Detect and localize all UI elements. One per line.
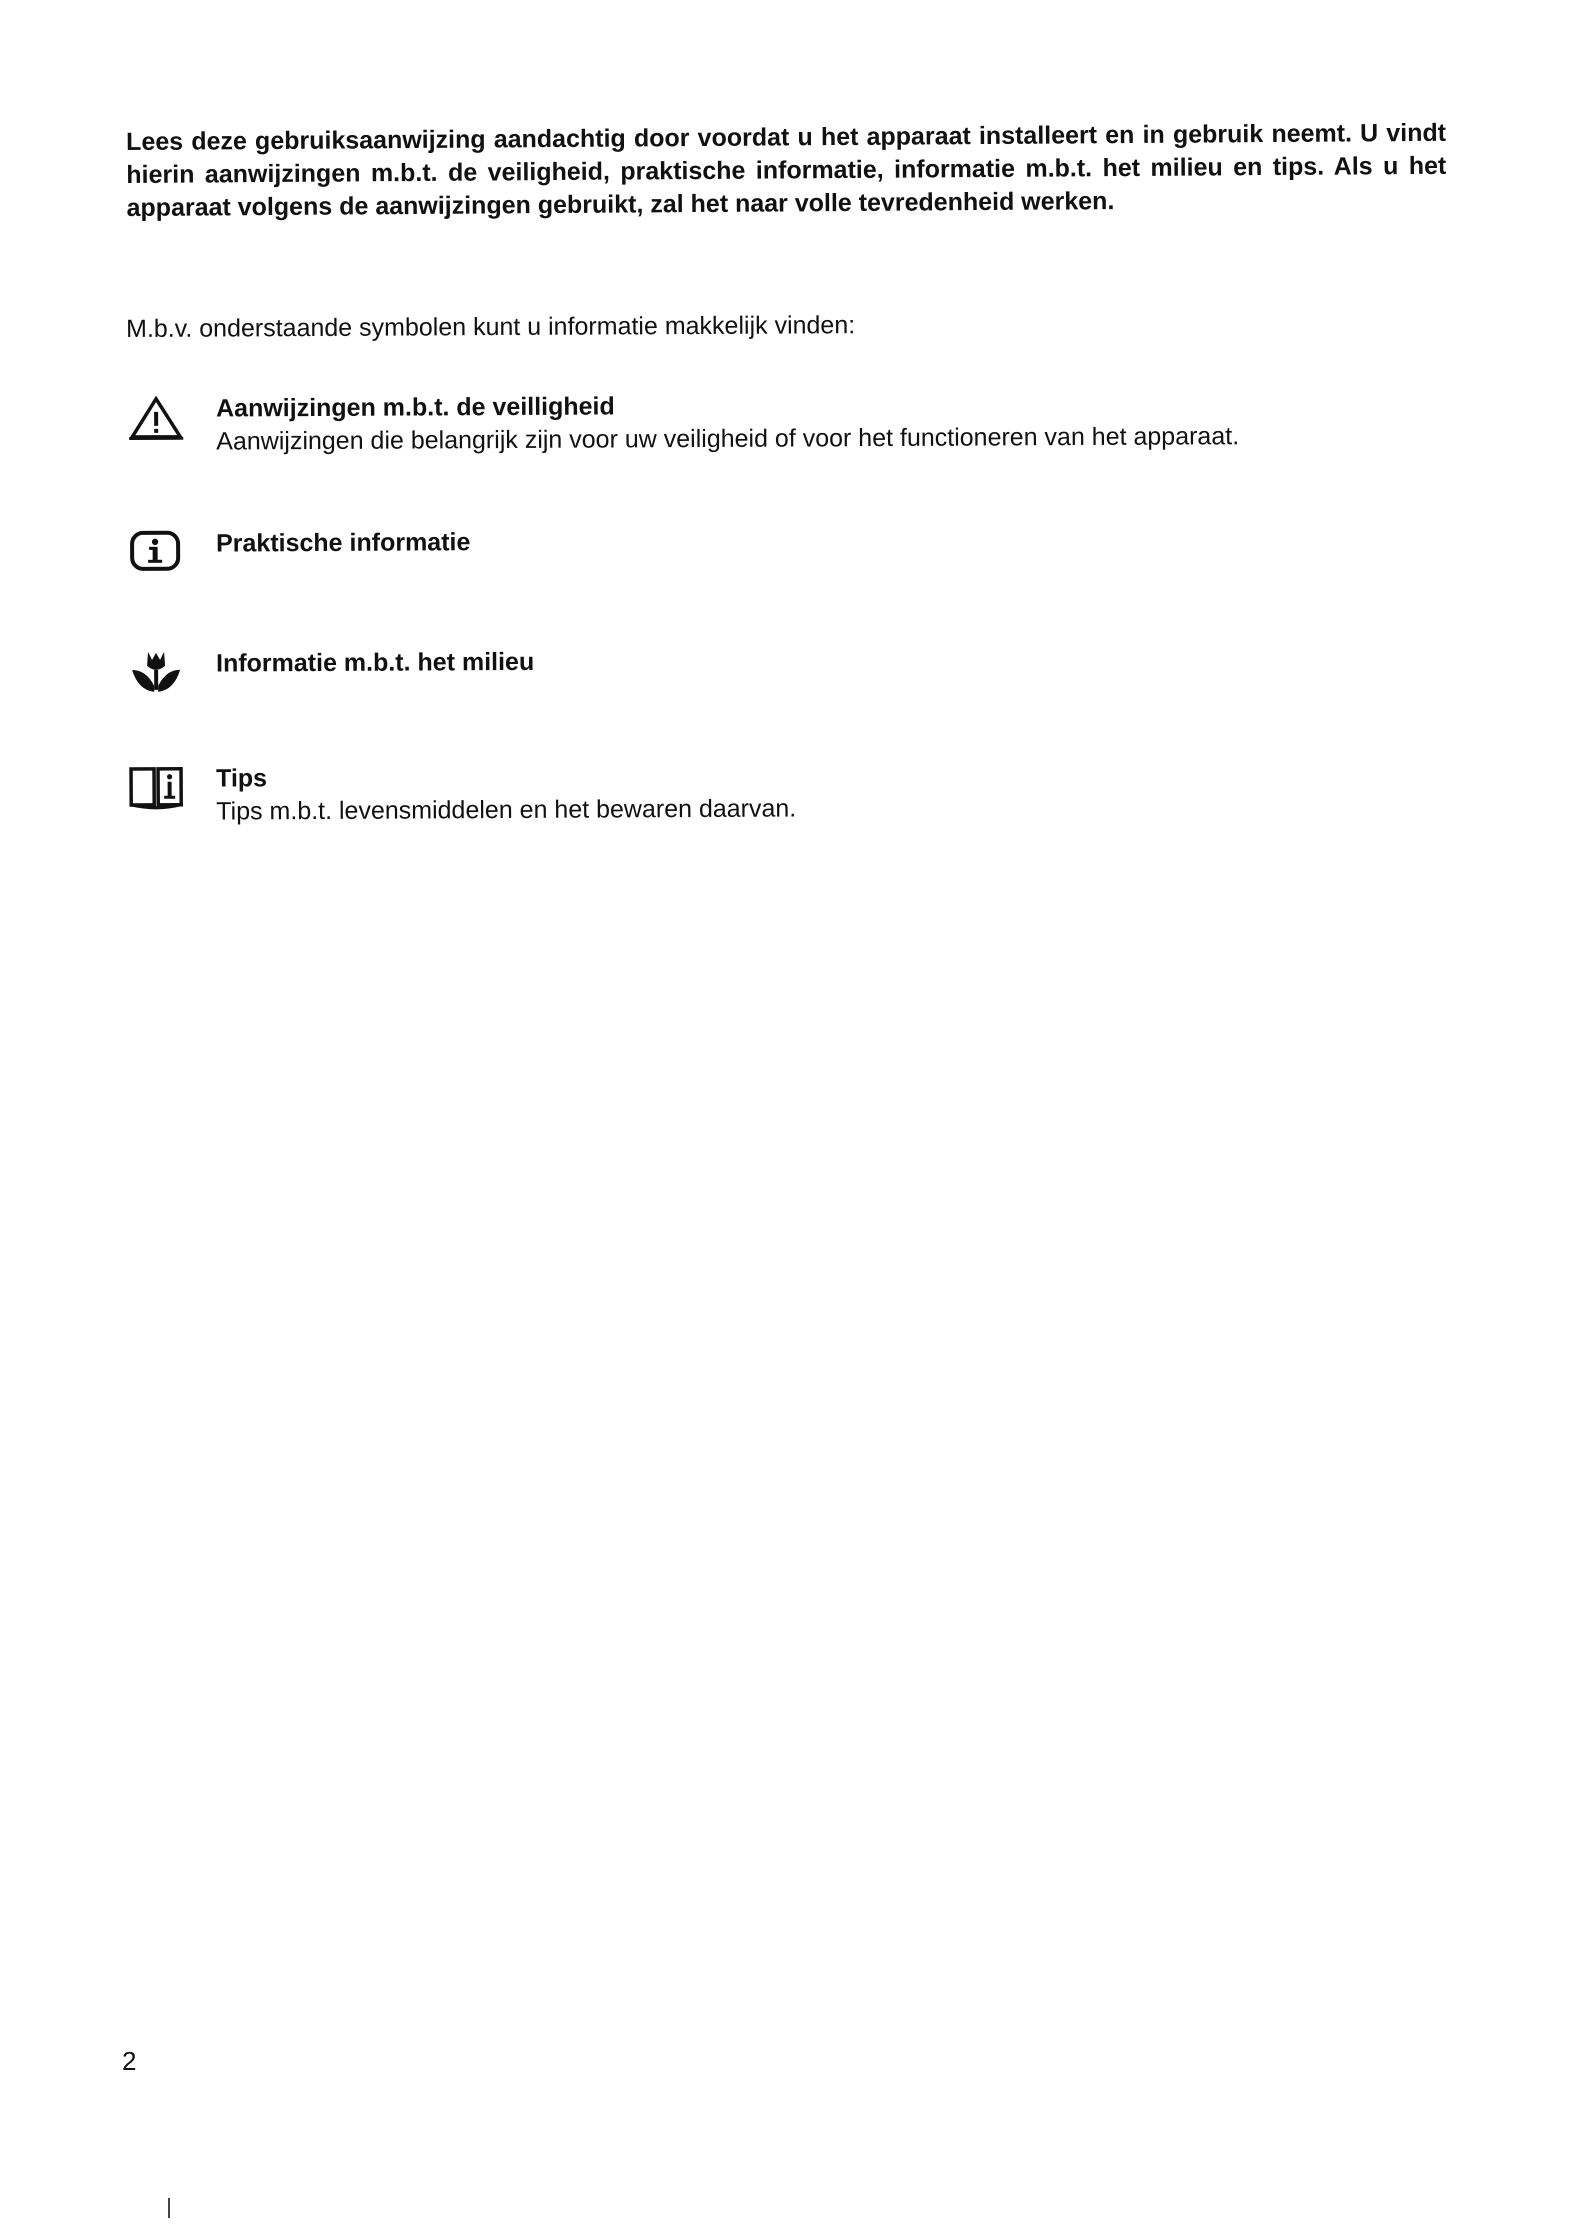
symbol-description: Tips m.b.t. levensmiddelen en het bewaren daarvan. [216,794,797,826]
intro-paragraph: Lees deze gebruiksaanwijzing aandachtig door voordat u het apparaat installeert en in gebruik neemt. U vindt hierin aanwijzingen m.b.t. de veiligheid, praktische informatie, informatie m.b.t. het milieu en tips. Als u het apparaat volgens de aanwijzingen gebruikt, zal het naar volle tevredenheid werken. [126,118,1447,222]
symbol-text-tips [216,756,1416,828]
symbol-entry-practical [126,521,1426,558]
symbol-text-environment [216,641,1416,680]
symbol-title: Informatie m.b.t. het milieu [216,647,535,678]
symbol-text-practical [216,521,1416,560]
page-number: 2 [122,2046,137,2076]
warning-triangle-icon [126,393,186,443]
symbol-title: Tips [216,764,268,793]
symbols-lead-text: M.b.v. onderstaande symbolen kunt u informatie makkelijk vinden: [126,311,856,343]
symbol-title: Praktische informatie [216,528,471,558]
book-info-icon [126,763,186,813]
symbol-description: Aanwijzingen die belangrijk zijn voor uw veiligheid of voor het functioneren van het apparaat. [216,422,1240,456]
symbol-entry-safety [126,386,1426,456]
edge-mark [168,2198,170,2218]
symbol-entry-tips [126,756,1426,826]
symbol-title: Aanwijzingen m.b.t. de veilligheid [216,392,615,423]
info-icon [126,528,186,578]
flower-icon [126,648,186,698]
symbol-entry-environment [126,641,1426,678]
symbol-text-safety [216,386,1416,458]
